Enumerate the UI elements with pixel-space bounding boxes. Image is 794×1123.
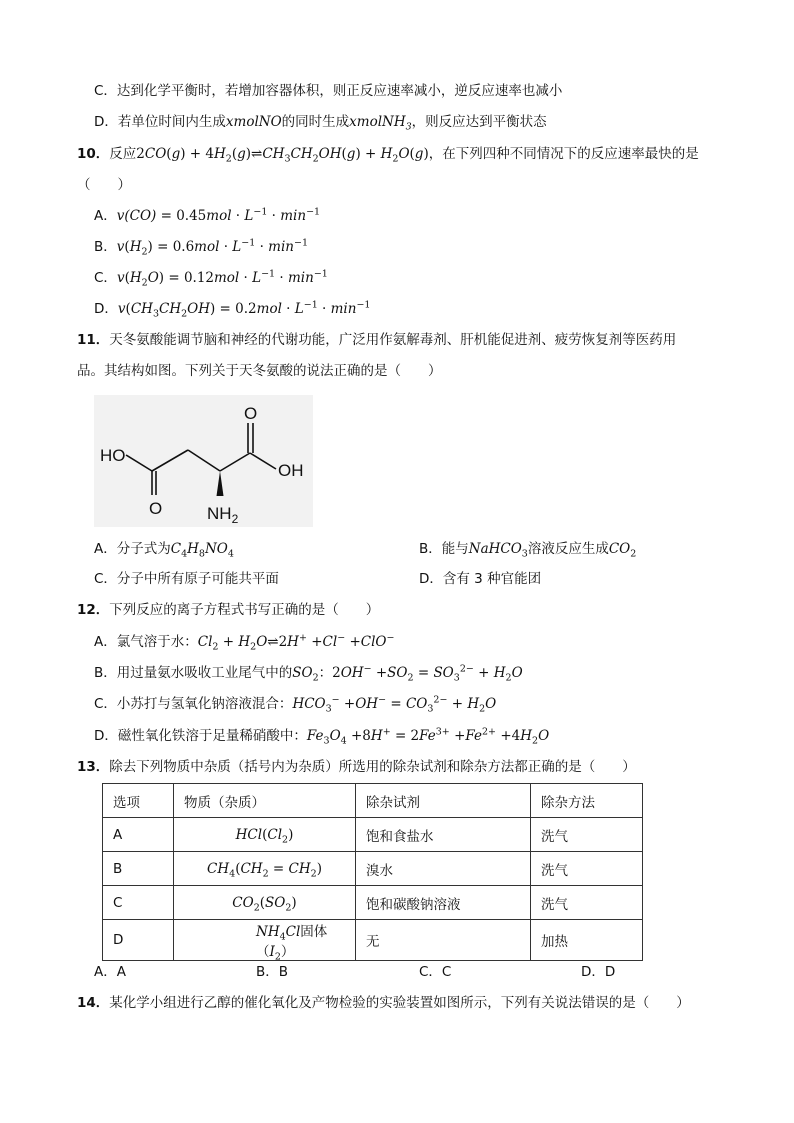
table-cell-option: A bbox=[103, 818, 174, 852]
q12-stem: 12．下列反应的离子方程式书写正确的是（ ） bbox=[77, 602, 380, 618]
table-header: 选项 bbox=[103, 784, 174, 818]
q10-option-d: D．$v(CH_3CH_2OH) = 0.2mol \cdot L^{-1} \cdot \min^{-1}$ bbox=[94, 299, 371, 320]
table-cell-substance: $HCl(Cl_2)$ bbox=[174, 818, 356, 852]
carbonyl-o-top: O bbox=[244, 404, 258, 423]
q13-answer-c: C．C bbox=[419, 964, 452, 980]
table-cell-reagent: 饱和食盐水 bbox=[356, 818, 531, 852]
table-row bbox=[103, 886, 643, 920]
table-cell-substance: $CO_2(SO_2)$ bbox=[174, 886, 356, 920]
q10-stem: 10．反应$2CO(g) + 4H_2(g)\rightleftharpoons CH_3CH_2OH(g) + H_2O(g)$，在下列四种不同情况下的反应速率最快的是 bbox=[77, 146, 699, 165]
q14-stem: 14．某化学小组进行乙醇的催化氧化及产物检验的实验装置如图所示，下列有关说法错误的是（ ） bbox=[77, 995, 690, 1011]
q12-option-b: B．用过量氨水吸收工业尾气中的$SO_2$：$2OH^- +SO_2 = SO_3^{2-} + H_2O$ bbox=[94, 663, 523, 684]
q13-answer-a: A．A bbox=[94, 964, 126, 980]
q9-option-d: D．若单位时间内生成xmolNO的同时生成xmolNH$_3$，则反应达到平衡状态 bbox=[94, 114, 547, 133]
q10-option-b: B．$v(H_2) = 0.6mol \cdot L^{-1} \cdot \min^{-1}$ bbox=[94, 237, 308, 258]
table-cell-substance: $NH_4Cl$固体$(I_2)$ bbox=[174, 920, 356, 961]
q9-option-c: C．达到化学平衡时，若增加容器体积，则正反应速率减小，逆反应速率也减小 bbox=[94, 83, 563, 99]
q12-option-c: C．小苏打与氢氧化钠溶液混合：$HCO_3^- +OH^- = CO_3^{2-} + H_2O$ bbox=[94, 694, 497, 715]
carbonyl-o-bottom: O bbox=[149, 499, 163, 518]
table-cell-option: C bbox=[103, 886, 174, 920]
nh2-label: $NH_2$ bbox=[207, 504, 239, 526]
table-cell-reagent: 饱和碳酸钠溶液 bbox=[356, 886, 531, 920]
table-header: 除杂试剂 bbox=[356, 784, 531, 818]
table-cell-method: 加热 bbox=[531, 920, 643, 961]
q11-stem-line2: 品。其结构如图。下列关于天冬氨酸的说法正确的是（ ） bbox=[77, 363, 442, 379]
table-cell-reagent: 无 bbox=[356, 920, 531, 961]
q12-option-d: D．磁性氧化铁溶于足量稀硝酸中：$Fe_3O_4 +8H^+ = 2Fe^{3+} +Fe^{2+} +4H_2O$ bbox=[94, 726, 550, 747]
table-cell-option: B bbox=[103, 852, 174, 886]
aspartic-acid-structure bbox=[94, 395, 313, 527]
q11-option-b: B．能与NaHCO$_3$溶液反应生成$CO_2$ bbox=[419, 541, 637, 560]
table-cell-option: D bbox=[103, 920, 174, 961]
q11-stem-line1: 11．天冬氨酸能调节脑和神经的代谢功能，广泛用作氨解毒剂、肝机能促进剂、疲劳恢复剂等医药用 bbox=[77, 332, 677, 348]
table-cell-method: 洗气 bbox=[531, 852, 643, 886]
table-cell-reagent: 溴水 bbox=[356, 852, 531, 886]
q11-option-c: C．分子中所有原子可能共平面 bbox=[94, 571, 279, 587]
q13-answer-b: B．B bbox=[256, 964, 289, 980]
q13-table bbox=[102, 783, 643, 961]
table-row bbox=[103, 920, 643, 961]
q13-stem: 13．除去下列物质中杂质（括号内为杂质）所选用的除杂试剂和除杂方法都正确的是（ ） bbox=[77, 759, 636, 775]
q10-answer-paren: （ ） bbox=[77, 177, 131, 193]
q13-answer-d: D．D bbox=[581, 964, 616, 980]
table-header-row bbox=[103, 784, 643, 818]
table-cell-method: 洗气 bbox=[531, 886, 643, 920]
wedge-bond bbox=[217, 471, 224, 496]
q10-option-c: C．$v(H_2O) = 0.12mol \cdot L^{-1} \cdot \min^{-1}$ bbox=[94, 268, 328, 289]
table-header: 除杂方法 bbox=[531, 784, 643, 818]
table-row bbox=[103, 852, 643, 886]
table-row bbox=[103, 818, 643, 852]
oh-label: OH bbox=[278, 461, 304, 480]
q12-option-a: A．氯气溶于水：$Cl_2$ + $H_2O\rightleftharpoons 2H^+ +Cl^- +ClO^-$ bbox=[94, 632, 395, 653]
table-cell-substance: $CH_4(CH_2 = CH_2)$ bbox=[174, 852, 356, 886]
q10-option-a: A．$v(CO) = 0.45mol \cdot L^{-1} \cdot \min^{-1}$ bbox=[94, 206, 321, 224]
structure-bonds bbox=[126, 423, 276, 495]
q11-option-d: D．含有 3 种官能团 bbox=[419, 571, 542, 587]
table-cell-method: 洗气 bbox=[531, 818, 643, 852]
q11-option-a: A．分子式为$C_4H_8NO_4$ bbox=[94, 541, 234, 560]
table-header: 物质（杂质） bbox=[174, 784, 356, 818]
ho-label: HO bbox=[100, 446, 126, 465]
